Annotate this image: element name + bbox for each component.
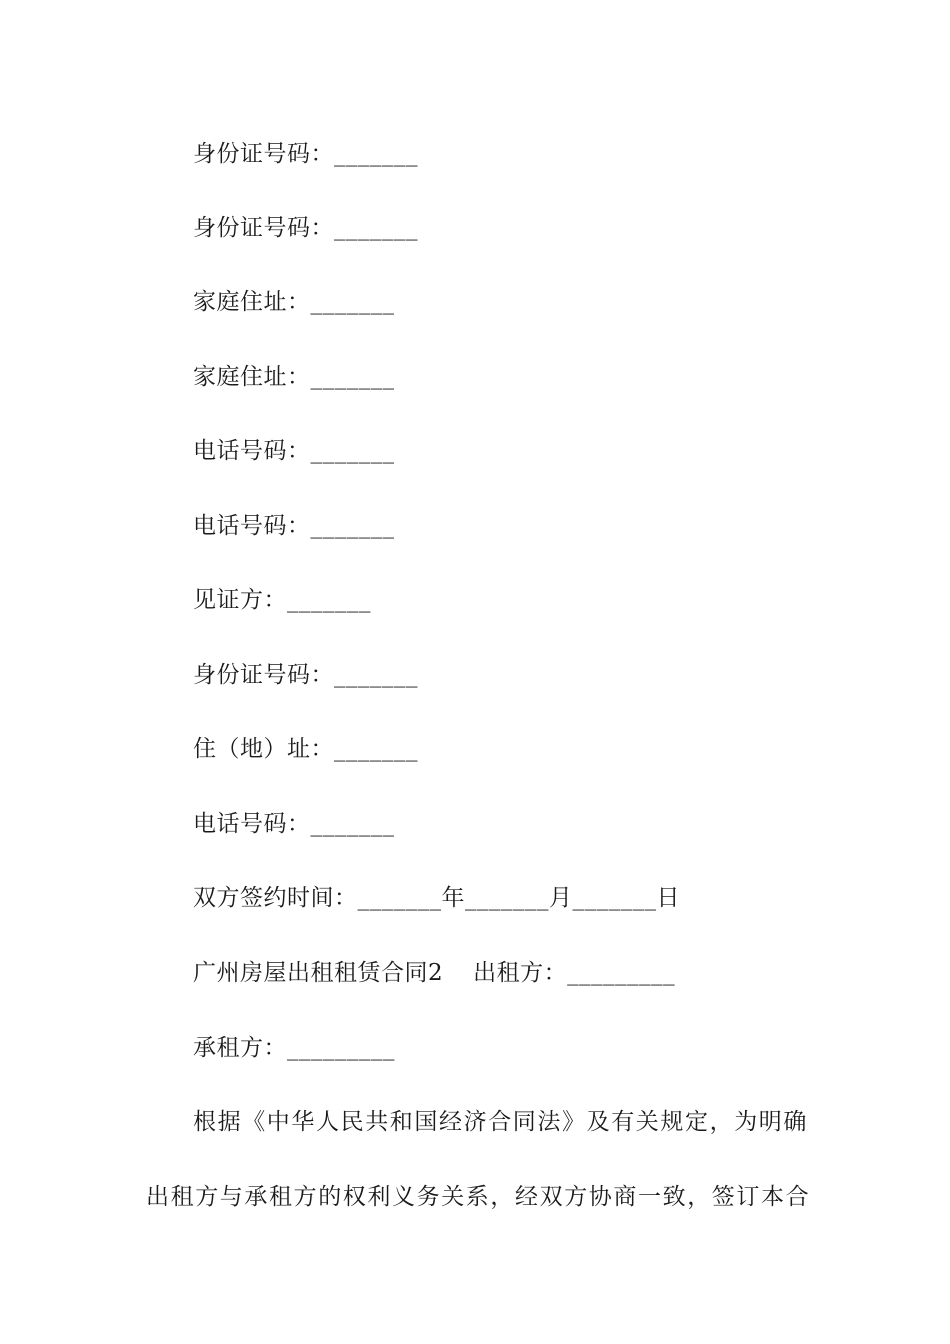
field-home-address-1 xyxy=(193,287,395,317)
field-address xyxy=(193,734,418,764)
field-blank: _______ xyxy=(310,364,395,390)
lessor-blank: _________ xyxy=(567,960,676,986)
year-label: 年 xyxy=(441,885,465,911)
field-id-number-2 xyxy=(193,213,418,243)
field-id-number-1 xyxy=(193,139,418,169)
field-id-number-3 xyxy=(193,660,418,690)
lessee-blank: _________ xyxy=(287,1035,395,1061)
month-label: 月 xyxy=(549,885,573,911)
field-witness xyxy=(193,585,371,615)
field-blank: _______ xyxy=(287,587,371,613)
field-label: 家庭住址： xyxy=(193,289,311,315)
field-phone-1 xyxy=(193,436,395,466)
field-label: 家庭住址： xyxy=(193,364,311,390)
field-blank: _______ xyxy=(310,289,395,315)
lessee-line xyxy=(193,1033,395,1063)
field-label: 住（地）址： xyxy=(193,736,334,762)
field-home-address-2 xyxy=(193,362,395,392)
field-blank: _______ xyxy=(334,215,418,241)
field-blank: _______ xyxy=(334,141,418,167)
field-blank: _______ xyxy=(310,811,395,837)
field-blank: _______ xyxy=(310,438,395,464)
signing-label: 双方签约时间： xyxy=(193,885,358,911)
day-blank: _______ xyxy=(572,885,657,911)
contract-title: 广州房屋出租租赁合同2 xyxy=(193,960,444,986)
field-label: 电话号码： xyxy=(193,811,311,837)
contract-heading xyxy=(193,958,675,988)
day-label: 日 xyxy=(656,885,680,911)
year-blank: _______ xyxy=(357,885,442,911)
month-blank: _______ xyxy=(465,885,549,911)
field-blank: _______ xyxy=(334,662,418,688)
lessee-label: 承租方： xyxy=(193,1035,287,1061)
signing-date xyxy=(193,883,680,913)
field-label: 身份证号码： xyxy=(193,215,334,241)
field-label: 见证方： xyxy=(193,587,287,613)
field-label: 身份证号码： xyxy=(193,141,334,167)
field-phone-3 xyxy=(193,809,395,839)
field-blank: _______ xyxy=(310,513,395,539)
field-blank: _______ xyxy=(334,736,418,762)
lessor-label: 出租方： xyxy=(473,960,568,986)
field-phone-2 xyxy=(193,511,395,541)
body-paragraph-line-2: 出租方与承租方的权利义务关系，经双方协商一致，签订本合 xyxy=(146,1184,811,1210)
field-label: 身份证号码： xyxy=(193,662,334,688)
field-label: 电话号码： xyxy=(193,438,311,464)
field-label: 电话号码： xyxy=(193,513,311,539)
body-paragraph-line-1: 根据《中华人民共和国经济合同法》及有关规定，为明确 xyxy=(193,1109,808,1135)
